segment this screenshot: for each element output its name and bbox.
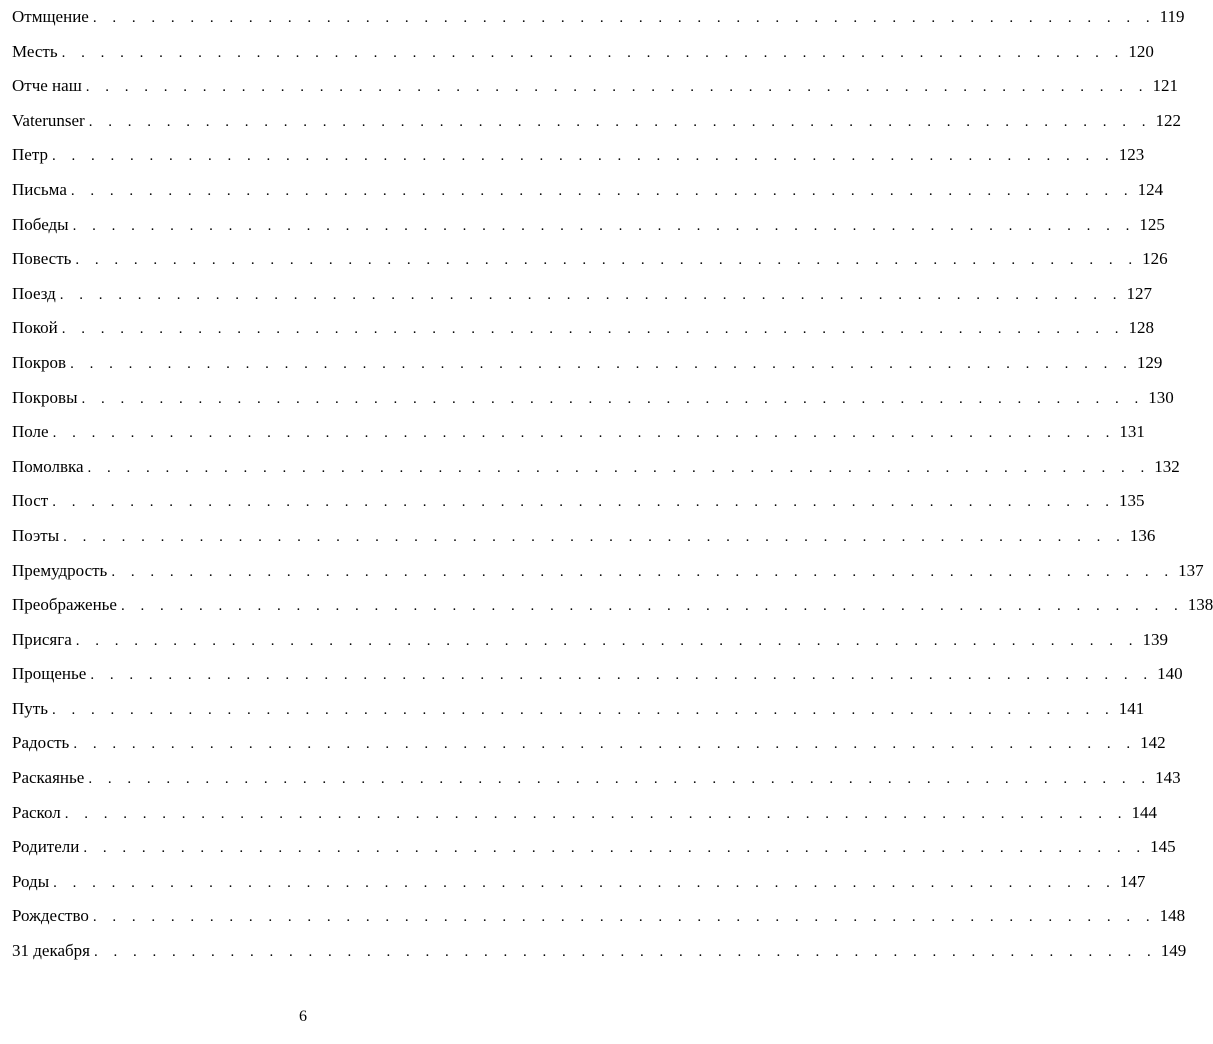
toc-entry-page: 131 [1119, 422, 1145, 442]
toc-entry-title: Роды [12, 871, 50, 891]
toc-entry-page: 121 [1152, 76, 1179, 96]
toc-entry-title: Vaterunser [12, 110, 85, 130]
toc-entry-page: 122 [1155, 110, 1181, 130]
toc-entry [12, 311, 1155, 346]
toc-entry-page: 127 [1126, 283, 1153, 303]
dot-leader: . . . . . . . . . . . . . . . . . . . . . . . . . . . . . . . . . . . . . . . . . . . . . . . . . . . . . . . [51, 701, 1115, 718]
dot-leader: . . . . . . . . . . . . . . . . . . . . . . . . . . . . . . . . . . . . . . . . . . . . . . . . . . . . . . . [53, 874, 1116, 891]
dot-leader: . . . . . . . . . . . . . . . . . . . . . . . . . . . . . . . . . . . . . . . . . . . . . . . . . . . . . . . [92, 909, 1156, 926]
toc-entry-title: Присяга [12, 629, 72, 649]
toc-entry [12, 554, 1204, 589]
toc-entry-title: Покровы [12, 387, 78, 407]
toc-entry [12, 657, 1183, 692]
dot-leader: . . . . . . . . . . . . . . . . . . . . . . . . . . . . . . . . . . . . . . . . . . . . . . . . . . . . . . . [88, 771, 1152, 788]
toc-entry [12, 450, 1180, 485]
dot-leader: . . . . . . . . . . . . . . . . . . . . . . . . . . . . . . . . . . . . . . . . . . . . . . . . . . . . . . . [52, 425, 1116, 442]
dot-leader: . . . . . . . . . . . . . . . . . . . . . . . . . . . . . . . . . . . . . . . . . . . . . . . . . . . . . . . [73, 736, 1137, 753]
toc-entry-title: Повесть [12, 249, 72, 269]
toc-entry-page: 124 [1137, 179, 1164, 199]
dot-leader: . . . . . . . . . . . . . . . . . . . . . . . . . . . . . . . . . . . . . . . . . . . . . . . . . . . . . . . [75, 252, 1139, 269]
toc-entry-title: Победы [12, 214, 69, 234]
toc-entry [12, 796, 1157, 831]
toc-entry-title: Родители [12, 837, 80, 857]
dot-leader: . . . . . . . . . . . . . . . . . . . . . . . . . . . . . . . . . . . . . . . . . . . . . . . . . . . . . . . [93, 944, 1157, 961]
toc-entry [12, 138, 1145, 173]
toc-entry [12, 899, 1186, 934]
table-of-contents [12, 0, 1213, 969]
toc-entry [12, 484, 1145, 519]
toc-entry-title: Поезд [12, 283, 56, 303]
toc-entry [12, 208, 1165, 243]
toc-entry-page: 138 [1187, 595, 1213, 615]
toc-entry-title: Премудрость [12, 560, 108, 580]
toc-entry-page: 120 [1128, 41, 1154, 61]
toc-entry [12, 761, 1181, 796]
toc-entry-title: Прощенье [12, 664, 87, 684]
toc-entry-title: Петр [12, 145, 48, 165]
dot-leader: . . . . . . . . . . . . . . . . . . . . . . . . . . . . . . . . . . . . . . . . . . . . . . . . . . . . . . . [61, 321, 1125, 338]
toc-entry [12, 346, 1163, 381]
toc-entry [12, 865, 1146, 900]
toc-entry-page: 143 [1155, 768, 1181, 788]
toc-entry-title: Преображенье [12, 595, 117, 615]
toc-entry-page: 130 [1148, 387, 1174, 407]
toc-entry-page: 149 [1160, 941, 1187, 961]
dot-leader: . . . . . . . . . . . . . . . . . . . . . . . . . . . . . . . . . . . . . . . . . . . . . . . . . . . . . . . [90, 667, 1154, 684]
toc-entry [12, 588, 1213, 623]
toc-entry-title: Раскол [12, 802, 61, 822]
dot-leader: . . . . . . . . . . . . . . . . . . . . . . . . . . . . . . . . . . . . . . . . . . . . . . . . . . . . . . . [52, 494, 1115, 511]
toc-entry-title: Рождество [12, 906, 89, 926]
toc-entry-title: 31 декабря [12, 941, 90, 961]
dot-leader: . . . . . . . . . . . . . . . . . . . . . . . . . . . . . . . . . . . . . . . . . . . . . . . . . . . . . . . [111, 563, 1175, 580]
dot-leader: . . . . . . . . . . . . . . . . . . . . . . . . . . . . . . . . . . . . . . . . . . . . . . . . . . . . . . . [92, 10, 1156, 26]
toc-entry-title: Отче наш [12, 76, 82, 96]
toc-entry-page: 125 [1139, 214, 1165, 234]
toc-entry-title: Месть [12, 41, 58, 61]
toc-entry-page: 119 [1159, 7, 1185, 26]
toc-entry [12, 242, 1168, 277]
toc-entry-title: Письма [12, 179, 67, 199]
toc-entry-page: 147 [1119, 871, 1146, 891]
toc-entry-page: 145 [1150, 837, 1176, 857]
toc-entry-page: 129 [1136, 352, 1163, 372]
dot-leader: . . . . . . . . . . . . . . . . . . . . . . . . . . . . . . . . . . . . . . . . . . . . . . . . . . . . . . . [83, 840, 1147, 857]
toc-entry-page: 144 [1131, 802, 1157, 822]
dot-leader: . . . . . . . . . . . . . . . . . . . . . . . . . . . . . . . . . . . . . . . . . . . . . . . . . . . . . . . [70, 182, 1134, 199]
toc-entry-page: 128 [1128, 318, 1155, 338]
toc-entry-page: 135 [1118, 491, 1145, 511]
dot-leader: . . . . . . . . . . . . . . . . . . . . . . . . . . . . . . . . . . . . . . . . . . . . . . . . . . . . . . . [75, 632, 1139, 649]
toc-entry-page: 140 [1157, 664, 1183, 684]
toc-entry [12, 0, 1185, 35]
dot-leader: . . . . . . . . . . . . . . . . . . . . . . . . . . . . . . . . . . . . . . . . . . . . . . . . . . . . . . . [87, 459, 1151, 476]
toc-entry [12, 519, 1156, 554]
toc-entry [12, 623, 1169, 658]
dot-leader: . . . . . . . . . . . . . . . . . . . . . . . . . . . . . . . . . . . . . . . . . . . . . . . . . . . . . . . [85, 79, 1149, 96]
toc-entry-title: Радость [12, 733, 70, 753]
toc-entry-page: 137 [1178, 560, 1204, 580]
dot-leader: . . . . . . . . . . . . . . . . . . . . . . . . . . . . . . . . . . . . . . . . . . . . . . . . . . . . . . . [51, 148, 1115, 165]
toc-entry [12, 381, 1174, 416]
toc-entry [12, 173, 1164, 208]
toc-entry [12, 415, 1145, 450]
toc-entry-title: Покров [12, 352, 67, 372]
toc-entry-page: 142 [1140, 733, 1166, 753]
toc-entry-title: Путь [12, 698, 48, 718]
toc-entry-page: 132 [1154, 456, 1180, 476]
dot-leader: . . . . . . . . . . . . . . . . . . . . . . . . . . . . . . . . . . . . . . . . . . . . . . . . . . . . . . . [88, 113, 1152, 130]
dot-leader: . . . . . . . . . . . . . . . . . . . . . . . . . . . . . . . . . . . . . . . . . . . . . . . . . . . . . . . [81, 390, 1145, 407]
toc-entry [12, 692, 1145, 727]
toc-entry-page: 141 [1118, 698, 1145, 718]
dot-leader: . . . . . . . . . . . . . . . . . . . . . . . . . . . . . . . . . . . . . . . . . . . . . . . . . . . . . . . [61, 44, 1125, 61]
dot-leader: . . . . . . . . . . . . . . . . . . . . . . . . . . . . . . . . . . . . . . . . . . . . . . . . . . . . . . . [120, 598, 1184, 615]
toc-entry-title: Поле [12, 422, 49, 442]
toc-entry [12, 934, 1187, 969]
toc-entry-page: 123 [1118, 145, 1145, 165]
dot-leader: . . . . . . . . . . . . . . . . . . . . . . . . . . . . . . . . . . . . . . . . . . . . . . . . . . . . . . . [72, 217, 1136, 234]
dot-leader: . . . . . . . . . . . . . . . . . . . . . . . . . . . . . . . . . . . . . . . . . . . . . . . . . . . . . . . [63, 528, 1126, 545]
toc-entry-title: Помолвка [12, 456, 84, 476]
dot-leader: . . . . . . . . . . . . . . . . . . . . . . . . . . . . . . . . . . . . . . . . . . . . . . . . . . . . . . . [59, 286, 1123, 303]
dot-leader: . . . . . . . . . . . . . . . . . . . . . . . . . . . . . . . . . . . . . . . . . . . . . . . . . . . . . . . [70, 355, 1133, 372]
toc-entry-page: 148 [1159, 906, 1186, 926]
toc-entry [12, 35, 1154, 70]
toc-entry-page: 139 [1142, 629, 1169, 649]
toc-entry-title: Поэты [12, 525, 60, 545]
toc-entry-title: Покой [12, 318, 58, 338]
toc-entry-title: Отмщение [12, 7, 89, 26]
dot-leader: . . . . . . . . . . . . . . . . . . . . . . . . . . . . . . . . . . . . . . . . . . . . . . . . . . . . . . . [64, 805, 1128, 822]
toc-entry-page: 126 [1142, 249, 1168, 269]
toc-entry [12, 726, 1166, 761]
toc-entry-title: Раскаянье [12, 768, 85, 788]
toc-entry [12, 104, 1181, 139]
toc-entry [12, 277, 1153, 312]
toc-entry-page: 136 [1129, 525, 1156, 545]
toc-entry [12, 69, 1179, 104]
toc-entry-title: Пост [12, 491, 49, 511]
toc-entry [12, 830, 1176, 865]
page-number: 6 [299, 1008, 307, 1025]
